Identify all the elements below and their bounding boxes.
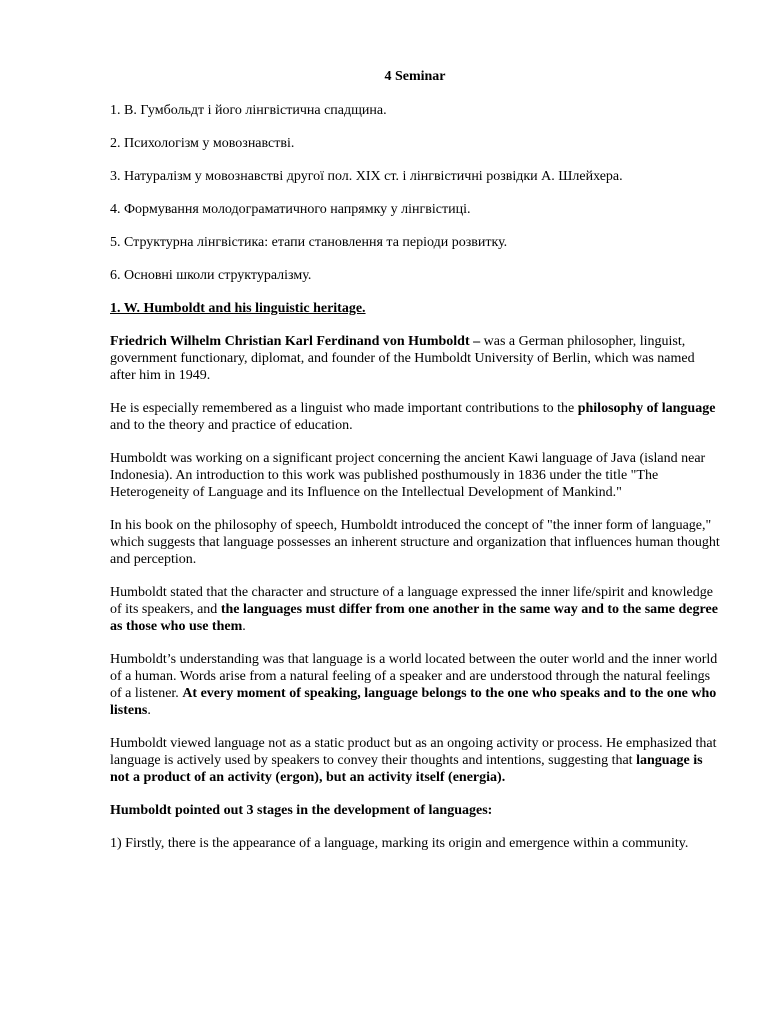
paragraph-bold-text: Friedrich Wilhelm Christian Karl Ferdinand von Humboldt – [110, 334, 481, 349]
paragraph-text: Humboldt stated that the character and structure of a language expressed the inner life/spirit and knowledge of its speakers, and [110, 585, 713, 617]
paragraph-text: . [242, 619, 246, 634]
paragraph-bold-text: Humboldt pointed out 3 stages in the development of languages: [110, 803, 493, 818]
paragraph-bold-text: philosophy of language [577, 401, 716, 416]
paragraph-text: . [147, 703, 151, 718]
paragraph-text: was a German philosopher, linguist, government functionary, diplomat, and founder of the Humboldt University of Berlin, which was named after him in 1949. [110, 334, 695, 383]
stage-item: 1) Firstly, there is the appearance of a language, marking its origin and emergence within a community. [110, 836, 689, 851]
paragraph-text: Humboldt viewed language not as a static product but as an ongoing activity or process. He emphasized that language is actively used by speakers to convey their thoughts and intentions, suggesting that [110, 736, 717, 768]
paragraph-text: and to the theory and practice of education. [110, 418, 353, 433]
topic-item: 3. Натуралізм у мовознавстві другої пол. XIX ст. і лінгвістичні розвідки А. Шлейхера. [110, 169, 623, 184]
document-title: 4 Seminar [384, 69, 446, 84]
topic-item: 1. В. Гумбольдт і його лінгвістична спадщина. [110, 103, 387, 118]
document-body [110, 68, 720, 868]
topic-item: 4. Формування молодограматичного напрямку у лінгвістиці. [110, 202, 471, 217]
stages-heading [110, 802, 720, 819]
paragraph-activity [110, 735, 720, 786]
paragraph-understanding [110, 651, 720, 719]
paragraph-text: He is especially remembered as a linguist who made important contributions to the [110, 401, 578, 416]
topic-item: 2. Психологізм у мовознавстві. [110, 136, 295, 151]
paragraph-kawi: Humboldt was working on a significant project concerning the ancient Kawi language of Java (island near Indonesia). An introduction to this work was published posthumously in 1836 under the title "The Heterogeneity of Language and its Influence on the Intellectual Development of Mankind." [110, 451, 706, 500]
paragraph-inner-form: In his book on the philosophy of speech, Humboldt introduced the concept of "the inner form of language," which suggests that language possesses an inherent structure and organization that influences human thought and perception. [110, 518, 720, 567]
topic-item: 5. Структурна лінгвістика: етапи становлення та періоди розвитку. [110, 235, 508, 250]
paragraph-bold-text: language is not a product of an activity (ergon), but an activity itself (energia). [110, 753, 703, 785]
section-heading: 1. W. Humboldt and his linguistic heritage. [110, 301, 366, 316]
paragraph-bold-text: the languages must differ from one another in the same way and to the same degree as those who use them [110, 602, 718, 634]
paragraph-contributions [110, 400, 720, 434]
topic-item: 6. Основні школи структуралізму. [110, 268, 312, 283]
paragraph-bold-text: At every moment of speaking, language belongs to the one who speaks and to the one who listens [110, 686, 717, 718]
paragraph-text: Humboldt’s understanding was that language is a world located between the outer world and the inner world of a human. Words arise from a natural feeling of a speaker and are understood through the natural feelings of a listener. [110, 652, 718, 701]
paragraph-character [110, 584, 720, 635]
paragraph-biography [110, 333, 720, 384]
